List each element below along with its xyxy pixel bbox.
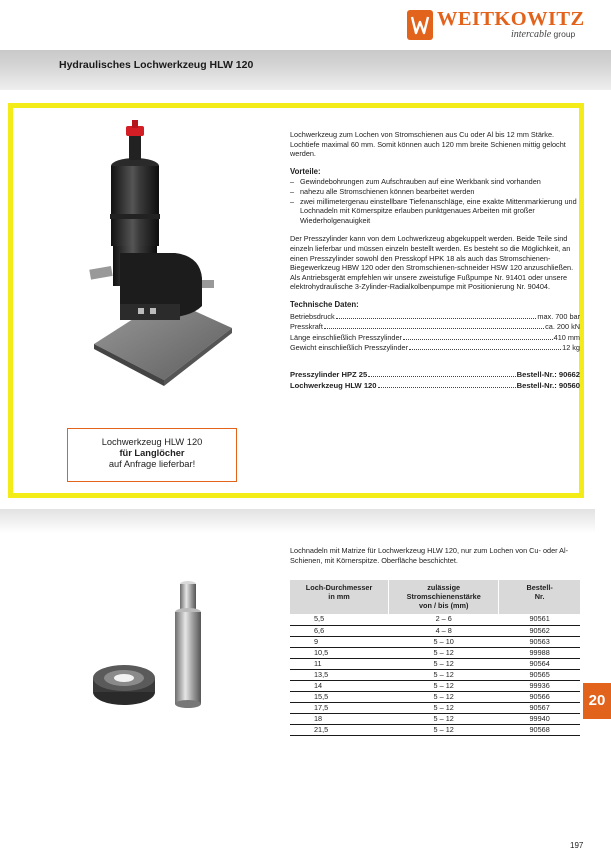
spec-value: ca. 200 kN [545, 322, 580, 332]
notice-line-product: Lochwerkzeug HLW 120 [101, 437, 203, 447]
notice-line-availability: auf Anfrage lieferbar! [108, 459, 196, 469]
spec-value: 12 kg [562, 343, 580, 353]
brand-logo [407, 8, 603, 44]
table-row: 21,5 5 – 12 90568 [290, 724, 580, 735]
order-list [290, 369, 580, 391]
advantage-item: – nahezu alle Stromschienen können bearbeitet werden [290, 186, 475, 196]
table-row: 5,5 2 – 6 90561 [290, 614, 580, 625]
table-row: 17,5 5 – 12 90567 [290, 702, 580, 713]
table-row: 14 5 – 12 99936 [290, 680, 580, 691]
hydraulic-punch-tool-image [80, 118, 250, 408]
table-header-row [290, 580, 580, 614]
table-row: 10,5 5 – 12 99988 [290, 647, 580, 658]
spec-value: max. 700 bar [537, 311, 580, 321]
punch-table-body [290, 614, 580, 735]
spec-row [290, 332, 580, 343]
spec-label: Gewicht einschließlich Presszylinder [290, 343, 409, 353]
advantages-list [290, 177, 580, 225]
column-header-thickness: zulässige Stromschienenstärke von / bis (mm) [389, 580, 499, 614]
punch-and-die-image [92, 572, 222, 722]
brand-tagline-script: intercable [511, 29, 552, 40]
advantage-item: – Gewindebohrungen zum Aufschrauben auf eine Werkbank sind vorhanden [290, 177, 541, 187]
chapter-tab: 20 [583, 683, 611, 719]
product-intro: Lochwerkzeug zum Lochen von Stromschienen aus Cu oder Al bis 12 mm Stärke. Lochtiefe maximal 60 mm. Somit können auch 120 mm breite Schienen mittig gelocht werden. [290, 130, 566, 159]
order-number: Bestell-Nr.: 90662 [516, 369, 580, 379]
column-header-diameter: Loch-Durchmesser in mm [290, 580, 389, 614]
table-row: 11 5 – 12 90564 [290, 658, 580, 669]
advantages-heading: Vorteile: [290, 166, 321, 176]
punch-table [290, 580, 580, 736]
section-divider [0, 509, 595, 533]
page-number: 197 [570, 841, 584, 850]
brand-tagline-group: group [553, 29, 576, 39]
spec-row [290, 321, 580, 332]
spec-label: Betriebsdruck [290, 311, 335, 321]
column-header-order-number: Bestell- Nr. [499, 580, 580, 614]
spec-row [290, 311, 580, 322]
table-row: 9 5 – 10 90563 [290, 636, 580, 647]
product-body: Der Presszylinder kann von dem Lochwerkzeug abgekuppelt werden. Beide Teile sind einzeln lieferbar und müssen einzeln bestellt werden. Es besteht so die Möglichkeit, an einen Presszylinder sowohl den Presskopf HPK 18 als auch das Stromschienen-Biegewerkzeug HBW 120 oder den Stromschienen-schneider HSW 120 anzuschließen. Als Antriebsgerät empfehlen wir unsere zweistufige Fußpumpe Nr. 91401 oder unsere elektrohydraulische 3-Zylinder-Radialkolbenpumpe mit Positionierung Nr. 90404. [290, 234, 574, 292]
table-row: 18 5 – 12 99940 [290, 713, 580, 724]
brand-mark-icon [407, 10, 433, 40]
order-row [290, 380, 580, 391]
spec-value: 410 mm [553, 332, 580, 342]
specs-list [290, 311, 580, 353]
spec-label: Presskraft [290, 322, 323, 332]
table-row: 6,6 4 – 8 90562 [290, 625, 580, 636]
page-title: Hydraulisches Lochwerkzeug HLW 120 [59, 59, 254, 71]
table-row: 13,5 5 – 12 90565 [290, 669, 580, 680]
brand-tagline [511, 29, 575, 40]
punches-intro: Lochnadeln mit Matrize für Lochwerkzeug HLW 120, nur zum Lochen von Cu- oder Al-Schienen, mit Körnerspitze. Oberfläche beschichtet. [290, 546, 569, 565]
product-description [290, 130, 580, 391]
specs-heading: Technische Daten: [290, 299, 359, 309]
brand-name: WEITKOWITZ [437, 8, 585, 30]
table-row: 15,5 5 – 12 90566 [290, 691, 580, 702]
order-number: Bestell-Nr.: 90560 [516, 380, 580, 390]
langloecher-notice [67, 428, 237, 482]
spec-label: Länge einschließlich Presszylinder [290, 332, 402, 342]
order-label: Lochwerkzeug HLW 120 [290, 380, 377, 390]
order-label: Presszylinder HPZ 25 [290, 369, 368, 379]
spec-row [290, 342, 580, 353]
advantage-item: – zwei millimetergenau einstellbare Tiefenanschläge, eine exakte Mittenmarkierung und Lochnadeln mit Körnerspitze erlauben punktgenaues Arbeiten mit großer Wiederholgenauigkeit [290, 196, 577, 225]
order-row [290, 369, 580, 380]
notice-line-feature: für Langlöcher [119, 448, 185, 458]
